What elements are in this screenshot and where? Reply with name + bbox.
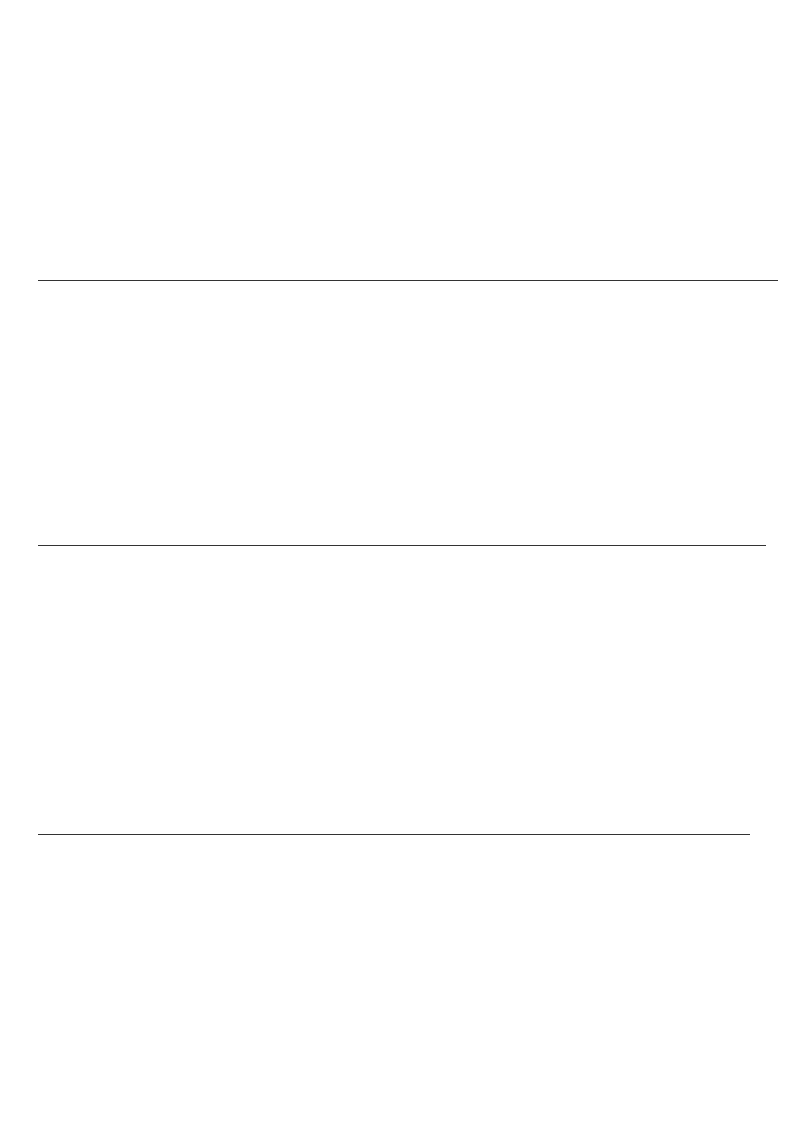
base-modularity-diagram bbox=[0, 320, 800, 542]
wall-modularity-diagram bbox=[0, 584, 800, 834]
section-divider bbox=[38, 834, 750, 835]
columns-modularity-diagram bbox=[0, 870, 800, 1139]
section-divider bbox=[38, 280, 778, 281]
washbasin-modularity-diagram bbox=[0, 40, 800, 272]
section-divider bbox=[38, 545, 766, 546]
